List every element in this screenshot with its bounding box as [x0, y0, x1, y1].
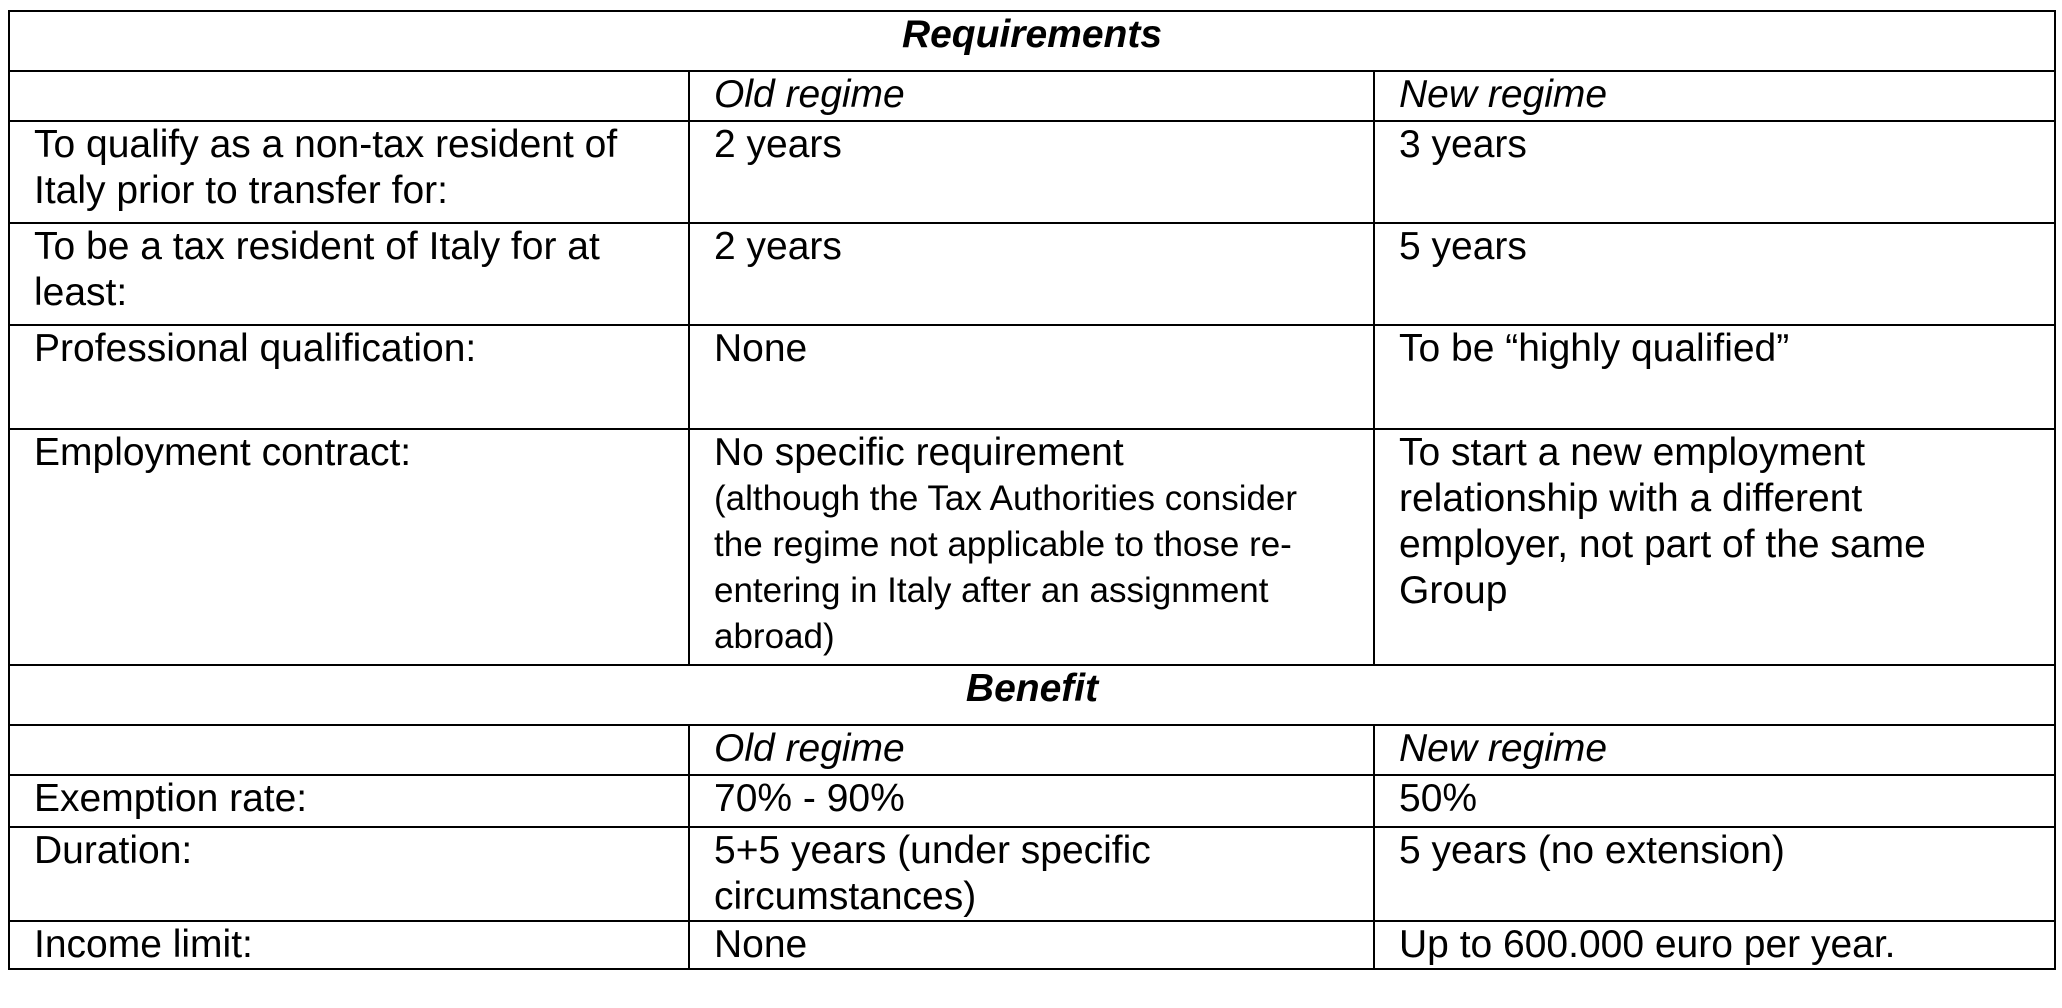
row-label: To be a tax resident of Italy for at least: — [9, 223, 689, 325]
regime-comparison-table — [8, 10, 2056, 970]
row-label: Exemption rate: — [9, 775, 689, 827]
new-regime-value: To be “highly qualified” — [1374, 325, 2055, 429]
new-regime-value: 50% — [1374, 775, 2055, 827]
old-regime-value: 5+5 years (under specific circumstances) — [689, 827, 1374, 921]
new-regime-header: New regime — [1374, 71, 2055, 121]
new-regime-value: To start a new employment relationship with a different employer, not part of the same Group — [1374, 429, 2055, 665]
new-regime-value: 5 years (no extension) — [1374, 827, 2055, 921]
benefit-column-header-row — [9, 725, 2055, 775]
old-regime-value: None — [689, 325, 1374, 429]
old-regime-header: Old regime — [689, 71, 1374, 121]
new-regime-value: 5 years — [1374, 223, 2055, 325]
empty-header-cell — [9, 725, 689, 775]
requirements-column-header-row — [9, 71, 2055, 121]
old-regime-header: Old regime — [689, 725, 1374, 775]
table-row-exemption-rate — [9, 775, 2055, 827]
row-label: Professional qualification: — [9, 325, 689, 429]
requirements-section-title: Requirements — [9, 11, 2055, 71]
row-label: To qualify as a non-tax resident of Italy prior to transfer for: — [9, 121, 689, 223]
new-regime-header: New regime — [1374, 725, 2055, 775]
row-label: Employment contract: — [9, 429, 689, 665]
new-regime-value: 3 years — [1374, 121, 2055, 223]
old-regime-note: (although the Tax Authorities consider the regime not applicable to those re-entering in Italy after an assignment abroad) — [714, 479, 1298, 656]
row-label: Income limit: — [9, 921, 689, 969]
new-regime-value: Up to 600.000 euro per year. — [1374, 921, 2055, 969]
table-row-income-limit — [9, 921, 2055, 969]
empty-header-cell — [9, 71, 689, 121]
old-regime-value — [689, 429, 1374, 665]
benefit-section-title: Benefit — [9, 665, 2055, 725]
old-regime-value: 2 years — [689, 121, 1374, 223]
old-regime-value: 2 years — [689, 223, 1374, 325]
table-row-employment-contract — [9, 429, 2055, 665]
old-regime-value: 70% - 90% — [689, 775, 1374, 827]
requirements-title-row — [9, 11, 2055, 71]
table-row-duration — [9, 827, 2055, 921]
table-row-professional-qualification — [9, 325, 2055, 429]
benefit-title-row — [9, 665, 2055, 725]
table-row-tax-resident-period — [9, 223, 2055, 325]
table-row-non-resident-period — [9, 121, 2055, 223]
old-regime-main-text: No specific requirement — [714, 431, 1124, 474]
old-regime-value: None — [689, 921, 1374, 969]
row-label: Duration: — [9, 827, 689, 921]
